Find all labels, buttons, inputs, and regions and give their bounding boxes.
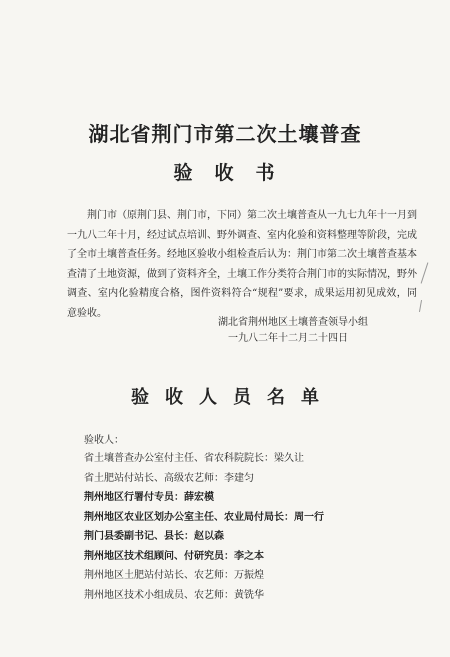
- document-title: 湖北省荆门市第二次土壤普查: [88, 122, 362, 146]
- members-label: 验收人：: [84, 435, 124, 446]
- member-row: 荆州地区土肥站付站长、农艺师：万振煌: [84, 570, 264, 581]
- member-row: 省土壤普查办公室付主任、省农科院院长：梁久让: [84, 453, 304, 464]
- member-list-heading: 验收人员名单: [131, 387, 335, 408]
- signature-organization: 湖北省荆州地区土壤普查领导小组: [218, 317, 368, 328]
- member-row: 荆门县委副书记、县长：赵以森: [84, 531, 224, 542]
- member-row: 省土肥站付站长、高级农艺师：李建匀: [84, 472, 254, 484]
- member-list: [84, 432, 424, 605]
- scan-mark: [419, 300, 422, 312]
- body-paragraph: 荆门市（原荆门县、荆门市，下同）第二次土壤普查从一九七九年十一月到一九八二年十月，经过试点培训、野外调查、室内化验和资料整理等阶段，完成了全市土壤普查任务。经地区验收小组检查后认为：荆门市第二次土壤普查基本查清了土地资源，做到了资料齐全，土壤工作分类符合荆门市的实际情况，野外调查、室内化验精度合格，图件资料符合“规程”要求，成果运用初见成效，同意验收。: [67, 210, 417, 319]
- member-row: 荆州地区技术小组成员、农艺师：黄铣华: [84, 589, 264, 601]
- scan-mark: [421, 262, 429, 283]
- member-row: 荆州地区农业区划办公室主任、农业局付局长：周一行: [84, 511, 324, 523]
- member-row: 荆州地区行署付专员：薛宏模: [84, 492, 214, 503]
- document-subtitle: 验收书: [173, 162, 297, 184]
- signature-date: 一九八二年十二月二十四日: [228, 333, 348, 344]
- member-row: 荆州地区技术组顾问、付研究员：李之本: [84, 550, 264, 562]
